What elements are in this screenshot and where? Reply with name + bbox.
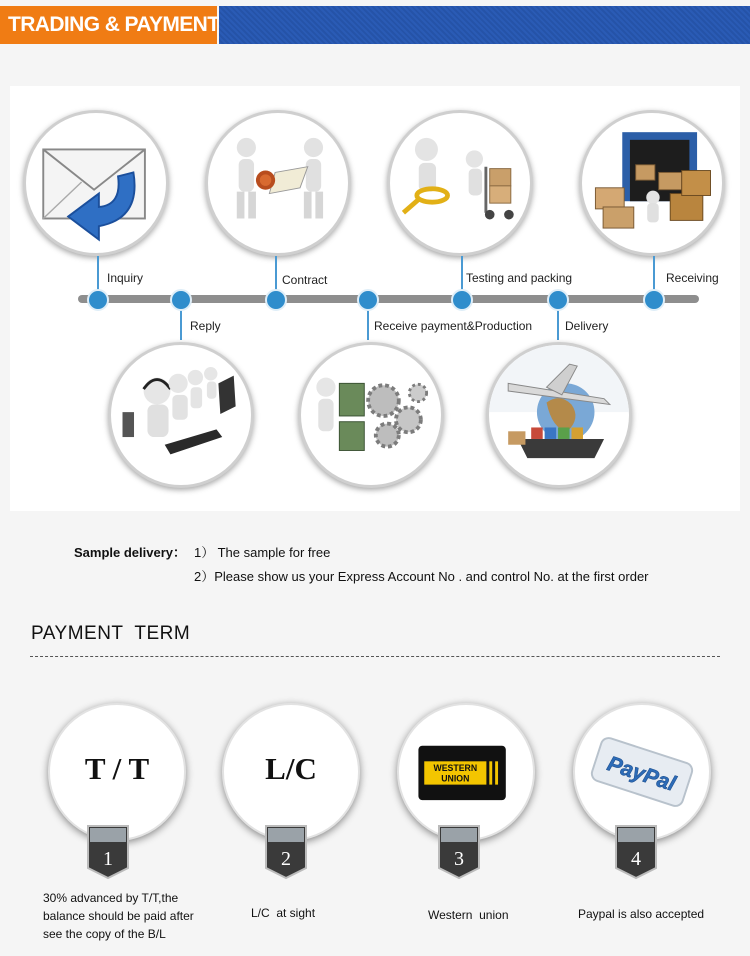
number-badge [437, 824, 481, 880]
badge-number: 2 [281, 848, 291, 870]
caption-line: L/C at sight [251, 906, 316, 920]
header-bar [219, 6, 750, 44]
payment-method-title: T / T [84, 751, 150, 786]
payment-method-title: L/C [265, 751, 317, 786]
number-badge [614, 824, 658, 880]
header-title: TRADING & PAYMENT [8, 13, 220, 36]
payment-method-tt [48, 703, 186, 841]
sample-delivery-label [74, 542, 186, 561]
magnifier-boxes-icon [387, 110, 533, 256]
step-label-contract: Contract [282, 273, 328, 287]
timeline-dot-reply [170, 289, 192, 311]
timeline-dot-delivery [547, 289, 569, 311]
svg-text:PayPal: PayPal [604, 751, 679, 796]
caption-line: Paypal is also accepted [578, 907, 705, 921]
timeline-dot-contract [265, 289, 287, 311]
plane-ship-icon [486, 342, 632, 488]
payment-caption-lc [251, 904, 315, 922]
western-union-logo-icon [399, 705, 533, 839]
paypal-logo-icon [575, 705, 709, 839]
sample-delivery-label-text: Sample delivery： [74, 545, 186, 560]
money-gears-icon [298, 342, 444, 488]
caption-line: see the copy of the B/L [43, 927, 166, 941]
process-panel [10, 86, 740, 511]
connector-line [461, 256, 463, 292]
connector-line [97, 256, 99, 292]
caption-line: balance should be paid after [43, 909, 194, 923]
step-label-receiving: Receiving [666, 271, 719, 285]
timeline-dot-testing [451, 289, 473, 311]
step-label-reply: Reply [190, 319, 221, 333]
section-header-trading-payment [0, 6, 220, 44]
connector-line [653, 256, 655, 292]
payment-caption-western-union [428, 906, 509, 924]
sample-line-2: 2）Please show us your Express Account No . and control No. at the first order [194, 569, 649, 584]
sample-line-1: 1） The sample for free [194, 545, 331, 560]
badge-number: 4 [631, 848, 641, 870]
handshake-contract-icon [205, 110, 351, 256]
payment-method-paypal [573, 703, 711, 841]
timeline-dot-inquiry [87, 289, 109, 311]
caption-line: Western union [428, 908, 509, 922]
svg-text:WESTERN: WESTERN [433, 763, 478, 774]
badge-number: 3 [454, 848, 464, 870]
caption-line: 30% advanced by T/T,the [43, 891, 179, 905]
payment-method-western-union [397, 703, 535, 841]
step-label-delivery: Delivery [565, 319, 609, 333]
step-label-payment: Receive payment&Production [374, 319, 533, 333]
timeline-dot-receiving [643, 289, 665, 311]
step-label-testing: Testing and packing [466, 271, 573, 285]
step-label-inquiry: Inquiry [107, 271, 144, 285]
connector-line [275, 256, 277, 292]
container-boxes-icon [579, 110, 725, 256]
payment-caption-tt [43, 889, 194, 943]
timeline-dot-payment [357, 289, 379, 311]
envelope-arrow-icon [23, 110, 169, 256]
number-badge [264, 824, 308, 880]
payment-term-title: PAYMENT TERM [31, 623, 191, 644]
svg-text:UNION: UNION [441, 773, 470, 784]
payment-method-lc [222, 703, 360, 841]
call-center-icon [108, 342, 254, 488]
payment-term-divider [30, 656, 720, 657]
badge-number: 1 [103, 848, 113, 870]
payment-caption-paypal [578, 905, 704, 923]
number-badge [86, 824, 130, 880]
